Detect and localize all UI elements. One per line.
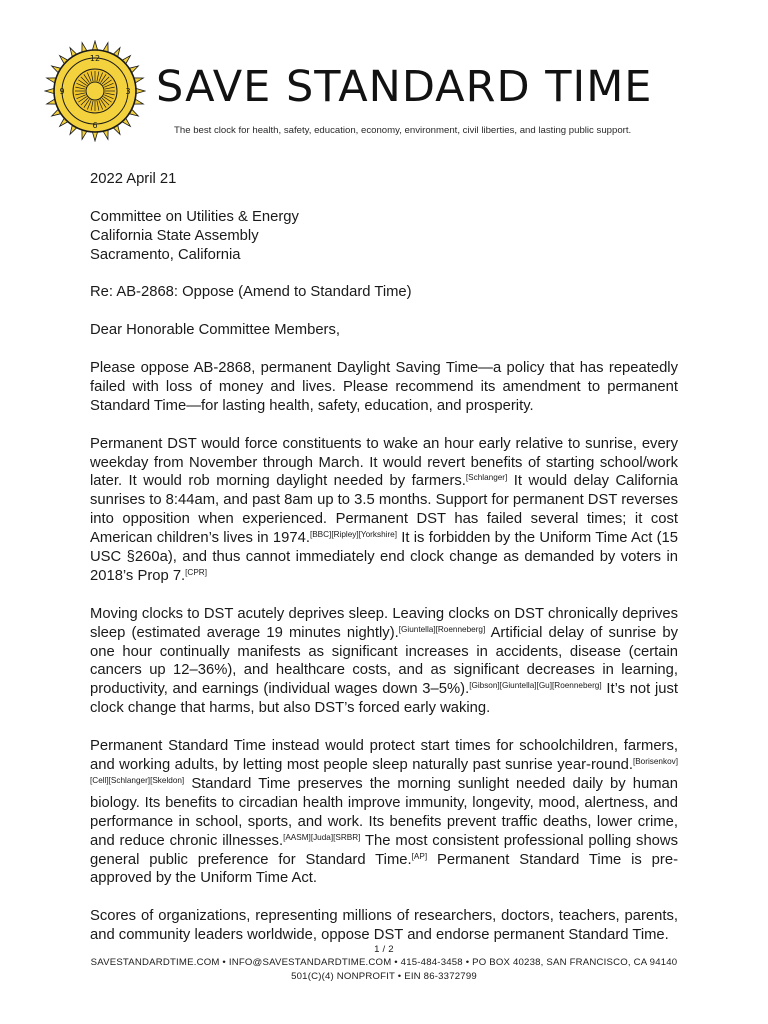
citation: [AASM][Juda][SRBR] <box>283 832 361 842</box>
citation: [Gibson][Giuntella][Gu][Roenneberg] <box>469 681 602 691</box>
paragraph-text: It’s not just clock change that harms, but also DST’s forced early waking. <box>90 681 678 717</box>
paragraph-2 <box>90 435 678 586</box>
paragraph-text: Standard Time preserves the morning sunlight needed daily by human biology. Its benefits to circadian health improve immunity, longevity, mood, alertness, and performance in school, sports, and work. Its benefits prevent traffic deaths, lower crime, and reduce chronic illnesses. <box>90 775 678 849</box>
paragraph-4 <box>90 737 678 888</box>
paragraph-text: It is forbidden by the Uniform Time Act (15 USC §260a), and thus cannot immediately end clock change as demanded by voters in 2018’s Prop 7. <box>90 530 678 584</box>
brand-title: SAVE STANDARD TIME <box>156 62 653 112</box>
footer-org-info: 501(C)(4) NONPROFIT • EIN 86-3372799 <box>291 970 477 982</box>
paragraph-5: Scores of organizations, representing millions of researchers, doctors, teachers, parents, and community leaders worldwide, oppose DST and endorse permanent Standard Time. <box>90 908 678 944</box>
citation: [BBC][Ripley][Yorkshire] <box>309 530 398 540</box>
citation: [Giuntella][Roenneberg] <box>398 624 486 634</box>
citation: [Schlanger] <box>465 473 508 483</box>
paragraph-text: Permanent Standard Time is pre-approved by the Uniform Time Act. <box>90 851 678 887</box>
subject-line: Re: AB-2868: Oppose (Amend to Standard Time) <box>90 284 412 301</box>
logo-number-12: 12 <box>89 54 101 63</box>
logo-number-6: 6 <box>92 121 98 130</box>
salutation: Dear Honorable Committee Members, <box>90 322 340 339</box>
paragraph-text: Permanent Standard Time instead would protect start times for schoolchildren, farmers, and working adults, by letting most people sleep naturally past sunrise year-round. <box>90 738 678 773</box>
address-line: Sacramento, California <box>90 246 241 263</box>
page-footer <box>0 943 768 983</box>
paragraph-1: Please oppose AB-2868, permanent Daylight Saving Time—a policy that has repeatedly failed with loss of money and lives. Please recommend its amendment to permanent Standard Time—for lasting health, safety, education, and prosperity. <box>90 360 678 414</box>
citation: [Borisenkov][Cell][Schlanger][Skeldon] <box>90 756 678 785</box>
letter-date: 2022 April 21 <box>90 171 177 187</box>
recipient-address <box>90 208 678 265</box>
paragraph-text: Artificial delay of sunrise by one hour continually manifests as significant increases in accidents, disease (certain cancers up 12–36%), and healthcare costs, and as significant decreases in learning, productivity, and earnings (individual wages down 3–5%). <box>90 624 678 698</box>
letterhead <box>44 40 734 150</box>
address-line: Committee on Utilities & Energy <box>90 208 299 225</box>
paragraph-text: It would delay California sunrises to 8:44am, and past 8am up to 3.5 months. Support for permanent DST reverses into opposition when experienced. Permanent DST has failed several times; it cost American children’s lives in 1974. <box>90 473 678 547</box>
citation: [AP] <box>411 851 428 861</box>
address-line: California State Assembly <box>90 227 259 244</box>
footer-contact: SAVESTANDARDTIME.COM • INFO@SAVESTANDARDTIME.COM • 415-484-3458 • PO BOX 40238, SAN FRANCISCO, CA 94140 <box>90 957 678 969</box>
brand-tagline: The best clock for health, safety, education, economy, environment, civil liberties, and lasting public support. <box>174 125 632 136</box>
logo-number-3: 3 <box>125 87 131 96</box>
paragraph-text: Permanent DST would force constituents to wake an hour early relative to sunrise, every weekday from November through March. It would revert benefits of starting school/work later. It would rob morning daylight needed by farmers. <box>90 435 678 490</box>
paragraph-text: Moving clocks to DST acutely deprives sleep. Leaving clocks on DST chronically deprives sleep (estimated average 19 minutes nightly). <box>90 605 678 641</box>
citation: [CPR] <box>185 567 207 577</box>
logo-number-9: 9 <box>59 87 65 96</box>
letter-body <box>90 170 678 945</box>
paragraph-3 <box>90 605 678 718</box>
page-number: 1 / 2 <box>374 944 394 955</box>
paragraph-text: The most consistent professional polling shows general public preference for Standard Time. <box>90 832 678 868</box>
sun-clock-logo <box>44 40 146 142</box>
